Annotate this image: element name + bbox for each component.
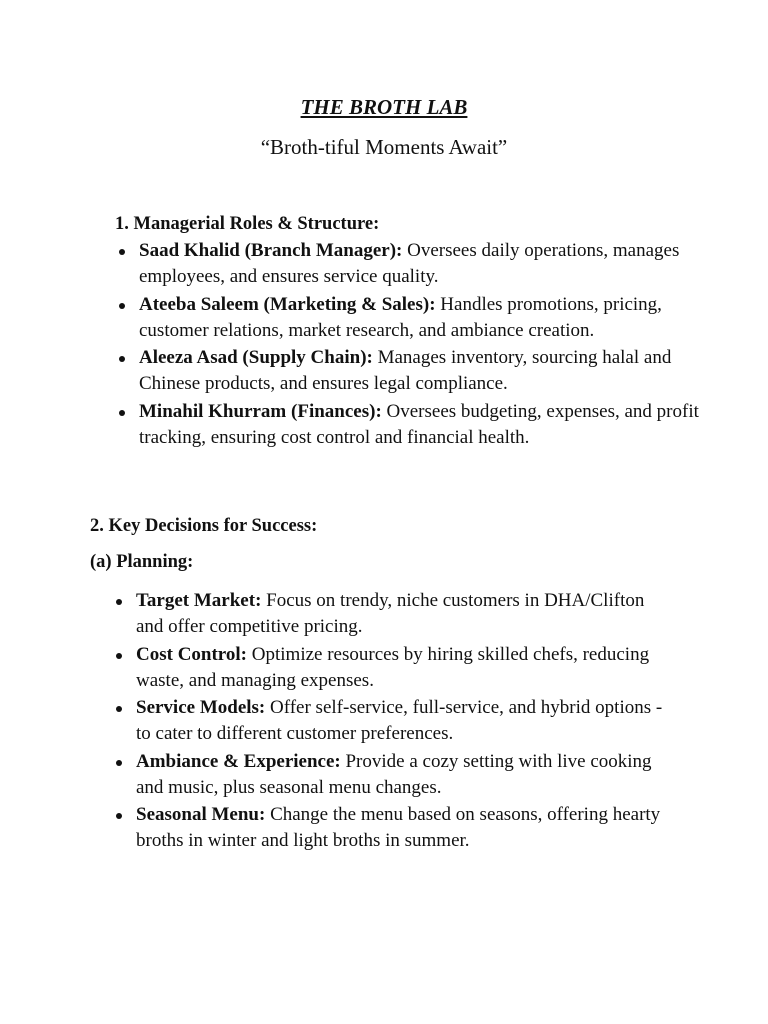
subheading-planning: (a) Planning: xyxy=(90,552,194,572)
planning-list xyxy=(136,588,676,856)
list-item xyxy=(139,399,699,451)
list-item xyxy=(136,802,676,854)
bullet-icon xyxy=(116,599,122,605)
list-item-label: Seasonal Menu: xyxy=(136,804,266,825)
list-item xyxy=(136,642,676,694)
list-item xyxy=(139,292,699,344)
list-item xyxy=(139,238,699,290)
list-item-text: Change the menu based on seasons, offering hearty broths in winter and light broths in summer. xyxy=(136,804,661,851)
bullet-icon xyxy=(119,410,125,416)
list-item-label: Saad Khalid (Branch Manager): xyxy=(139,240,403,261)
list-item-label: Service Models: xyxy=(136,697,266,718)
section-heading-key-decisions: 2. Key Decisions for Success: xyxy=(90,516,318,536)
list-item-label: Aleeza Asad (Supply Chain): xyxy=(139,347,373,368)
list-item-text: Offer self-service, full-service, and hybrid options - to cater to different customer preferences. xyxy=(136,697,663,744)
bullet-icon xyxy=(116,760,122,766)
list-item-label: Ambiance & Experience: xyxy=(136,750,341,772)
document-title: THE BROTH LAB xyxy=(300,95,468,119)
document-tagline: “Broth-tiful Moments Await” xyxy=(260,135,508,159)
list-item-text: Oversees budgeting, expenses, and profit tracking, ensuring cost control and financial health. xyxy=(139,400,699,448)
list-item-text: Provide a cozy setting with live cooking and music, plus seasonal menu changes. xyxy=(136,750,652,798)
list-item-text: Manages inventory, sourcing halal and Chinese products, and ensures legal compliance. xyxy=(139,347,672,394)
bullet-icon xyxy=(119,356,125,362)
list-item-text: Oversees daily operations, manages employees, and ensures service quality. xyxy=(139,240,680,287)
list-item-text: Optimize resources by hiring skilled chefs, reducing waste, and managing expenses. xyxy=(136,643,650,691)
list-item-label: Minahil Khurram (Finances): xyxy=(139,400,382,422)
list-item xyxy=(136,749,676,801)
bullet-icon xyxy=(119,303,125,309)
section-heading-managerial-roles: 1. Managerial Roles & Structure: xyxy=(115,214,380,234)
list-item-text: Focus on trendy, niche customers in DHA/Clifton and offer competitive pricing. xyxy=(136,590,645,637)
list-item-label: Ateeba Saleem (Marketing & Sales): xyxy=(139,293,436,315)
bullet-icon xyxy=(116,813,122,819)
list-item-label: Cost Control: xyxy=(136,643,248,665)
bullet-icon xyxy=(119,249,125,255)
bullet-icon xyxy=(116,706,122,712)
managerial-roles-list xyxy=(139,238,699,452)
list-item xyxy=(136,695,676,747)
list-item-label: Target Market: xyxy=(136,590,262,611)
list-item xyxy=(139,345,699,397)
list-item xyxy=(136,588,676,640)
list-item-text: Handles promotions, pricing, customer relations, market research, and ambiance creation. xyxy=(139,293,662,341)
bullet-icon xyxy=(116,653,122,659)
